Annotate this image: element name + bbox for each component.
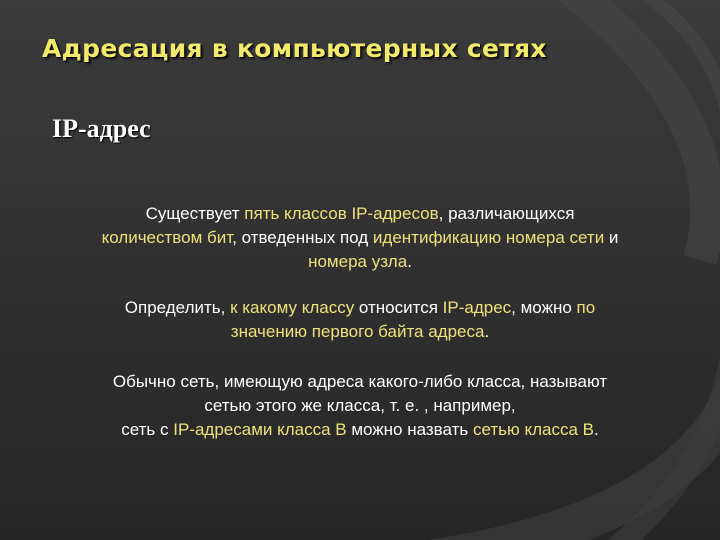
body-text: , различающихся	[438, 204, 575, 223]
body-text: , можно	[511, 298, 577, 317]
highlighted-text: IP-адрес	[442, 298, 512, 317]
body-text: , отведенных под	[232, 228, 373, 247]
body-text: и	[604, 228, 619, 247]
body-text: Обычно сеть, имеющую адреса какого-либо класса, называют	[112, 372, 608, 391]
highlighted-text: IP-адресами класса В	[173, 420, 347, 439]
body-text: .	[407, 252, 412, 271]
highlighted-text: сетью класса В	[472, 420, 595, 439]
body-text: Определить,	[124, 298, 231, 317]
slide-subtitle: IP-адрес	[52, 114, 151, 143]
highlighted-text: значению первого байта адреса	[230, 322, 485, 341]
paragraph-network-class	[30, 370, 690, 442]
slide-title: Адресация в компьютерных сетях	[42, 34, 547, 63]
body-text: сеть с	[121, 420, 174, 439]
body-text: можно назвать	[346, 420, 473, 439]
body-text: относится	[354, 298, 443, 317]
highlighted-text: количеством бит	[101, 228, 233, 247]
highlighted-text: идентификацию номера сети	[372, 228, 605, 247]
paragraph-determine-class	[30, 296, 690, 344]
paragraph-classes	[30, 202, 690, 274]
highlighted-text: номера узла	[308, 252, 408, 271]
body-text: .	[594, 420, 599, 439]
highlighted-text: по	[576, 298, 596, 317]
highlighted-text: к какому классу	[230, 298, 355, 317]
body-text: .	[484, 322, 490, 341]
highlighted-text: пять классов IP-адресов	[244, 204, 439, 223]
body-text: сетью этого же класса, т. е. , например,	[204, 396, 516, 415]
body-text: Существует	[145, 204, 245, 223]
